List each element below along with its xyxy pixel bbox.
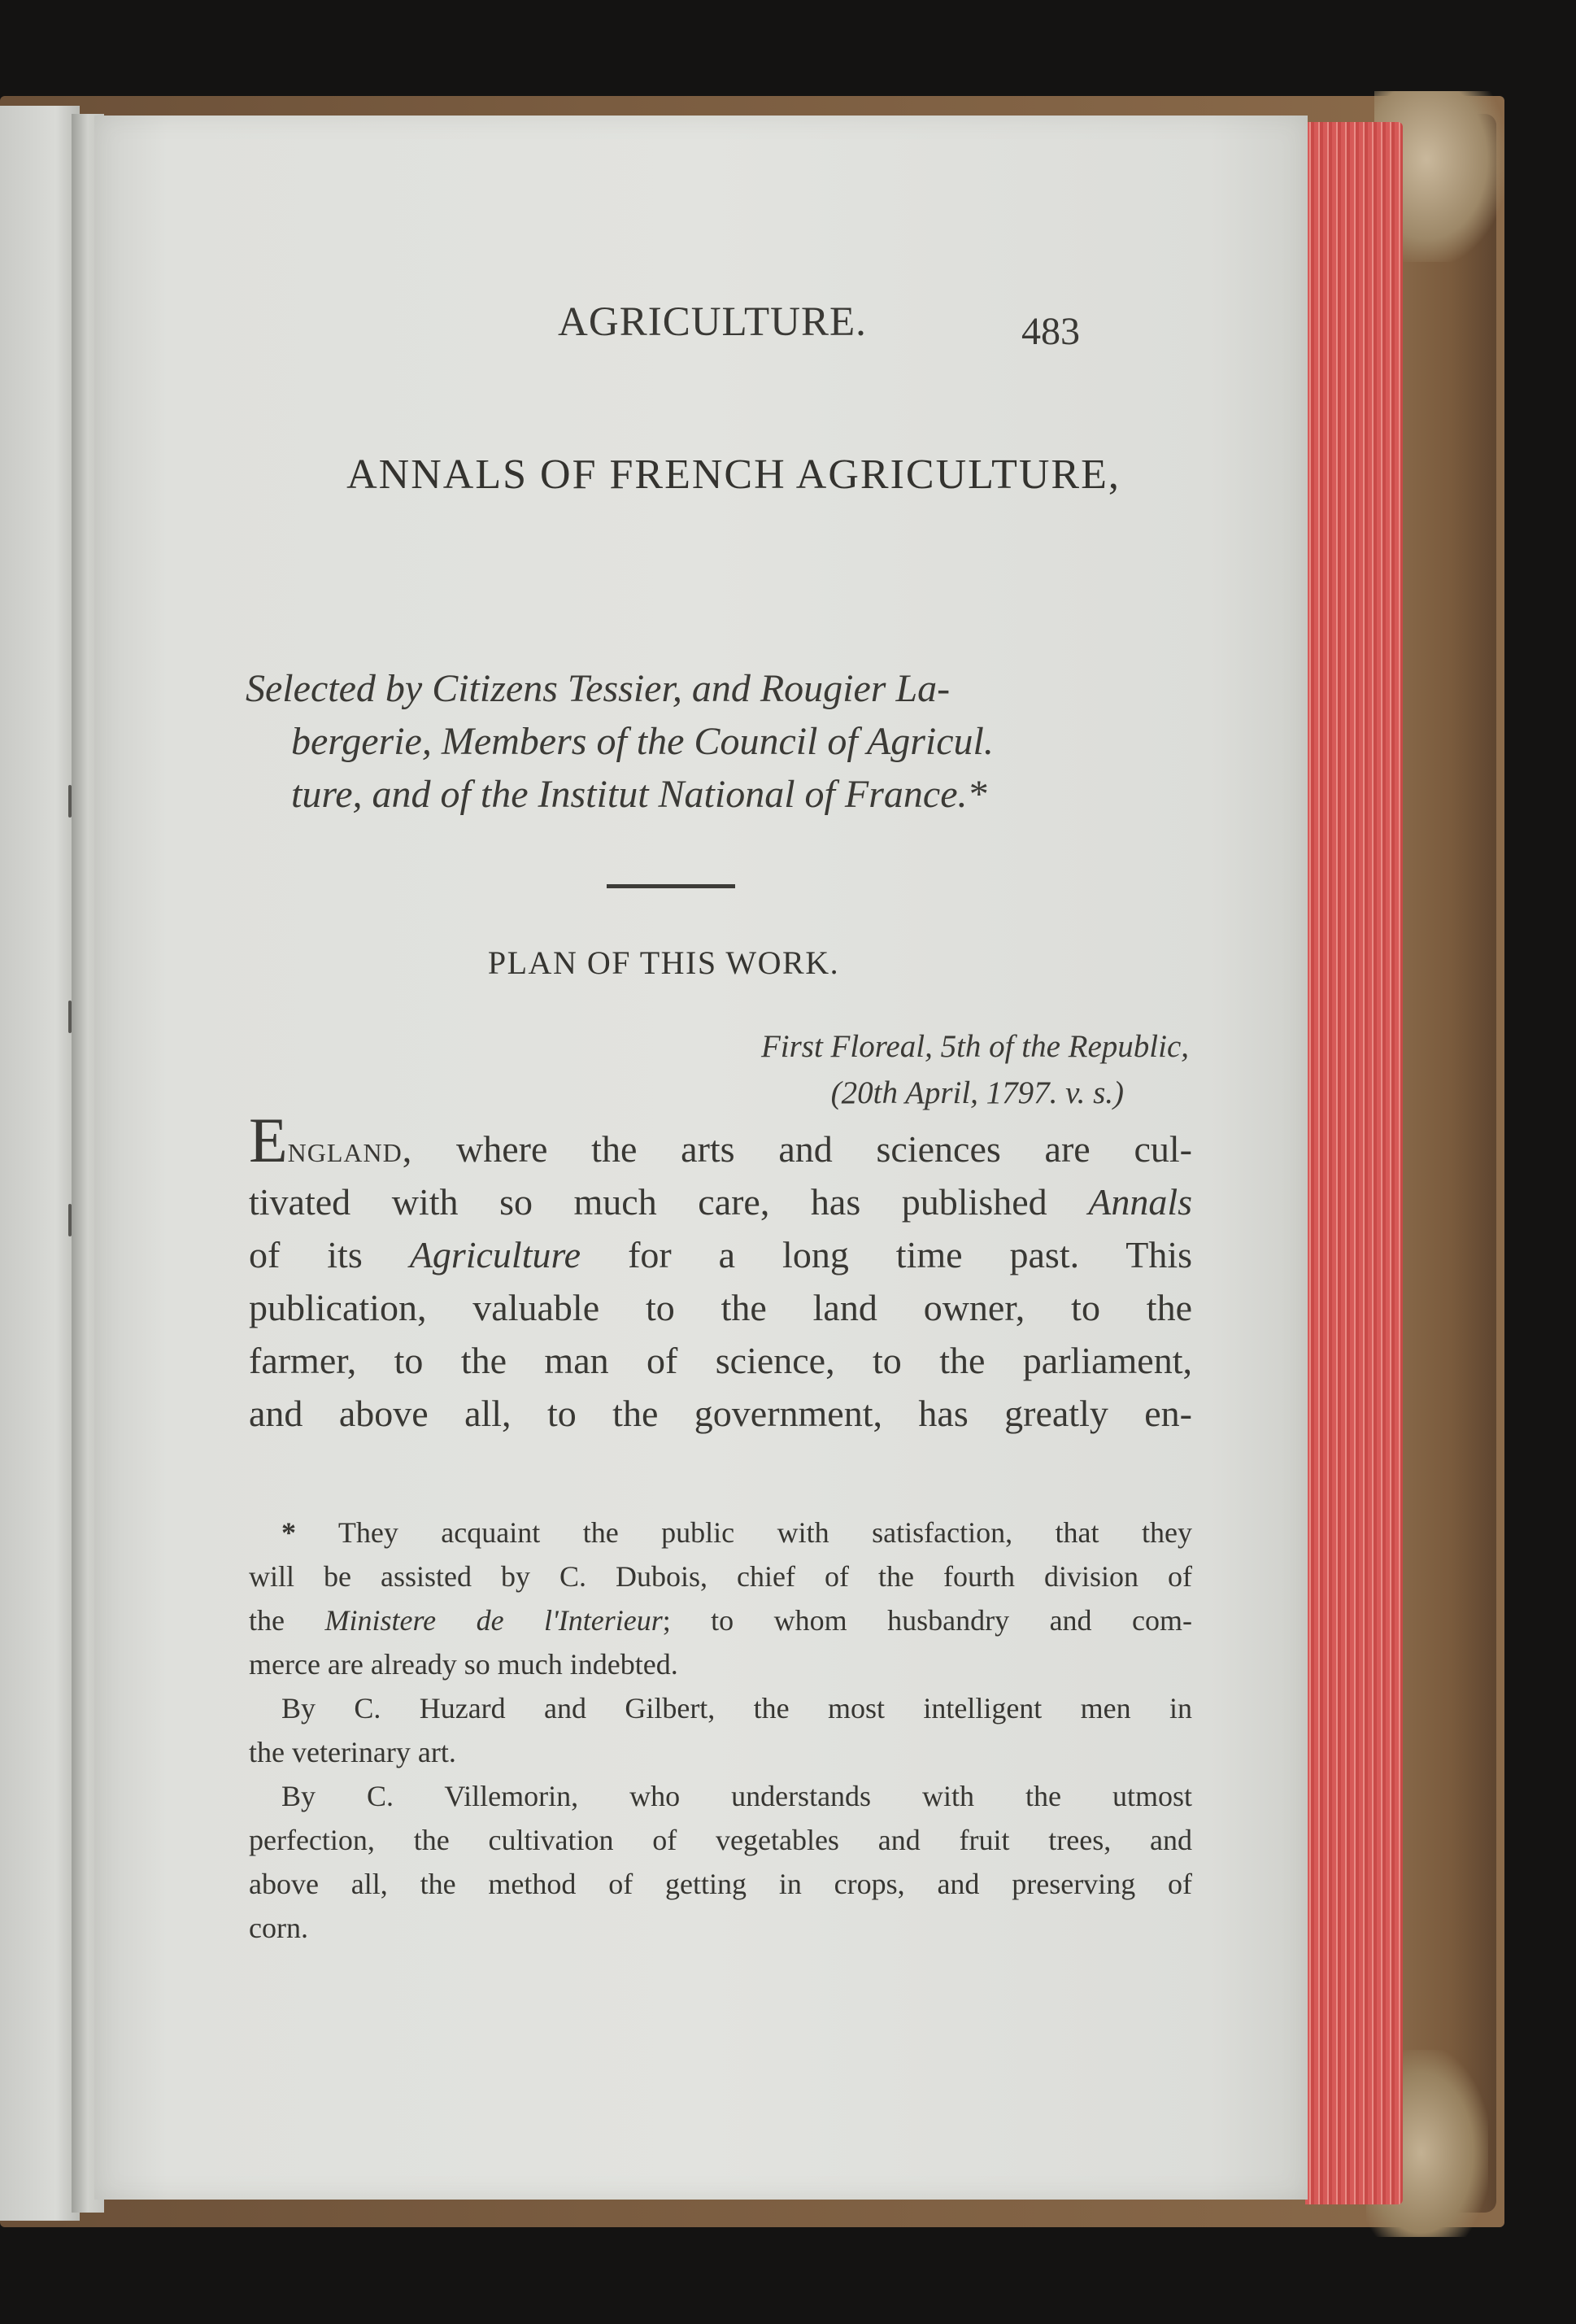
margin-speck (68, 1001, 72, 1033)
body-line: publication, valuable to the land owner, to the (249, 1287, 1192, 1328)
body-line: and above all, to the government, has greatly en- (249, 1393, 1192, 1434)
footnote-line: will be assisted by C. Dubois, chief of the fourth division of (249, 1560, 1192, 1593)
body-line-text: where the arts and sciences are cul- (456, 1128, 1193, 1170)
page-number: 483 (1021, 310, 1080, 353)
book-page (94, 116, 1308, 2200)
footnote-text: ; to whom husbandry and com- (662, 1604, 1192, 1637)
dateline-line: First Floreal, 5th of the Republic, (760, 1029, 1189, 1064)
footnote-text: the (249, 1604, 285, 1637)
margin-speck (68, 785, 72, 818)
footnote-line (249, 1511, 1192, 1554)
subtitle-line: Selected by Citizens Tessier, and Rougier La- (246, 667, 951, 710)
footnote-marker: * (281, 1516, 296, 1549)
body-line-text: for a long time past. This (628, 1234, 1193, 1275)
subtitle-line: bergerie, Members of the Council of Agricul. (291, 720, 994, 763)
dateline (550, 1023, 1189, 1116)
body-line: farmer, to the man of science, to the parliament, (249, 1340, 1192, 1381)
footnote-line: By C. Villemorin, who understands with the utmost (281, 1780, 1192, 1812)
body-line (249, 1175, 1192, 1228)
margin-speck (68, 1204, 72, 1236)
footnote-line (249, 1598, 1192, 1642)
running-head: AGRICULTURE. (558, 299, 867, 345)
italic-word: Ministere de l'Interieur (324, 1604, 663, 1637)
footnote-line: merce are already so much indebted. (249, 1648, 678, 1681)
footnote-text: They acquaint the public with satisfaction, that they (337, 1516, 1192, 1549)
body-line-text: of its (249, 1234, 363, 1275)
red-page-edges (1305, 122, 1403, 2204)
footnote-line: corn. (249, 1912, 308, 1944)
article-title: ANNALS OF FRENCH AGRICULTURE, (346, 451, 1121, 498)
body-line (249, 1105, 1193, 1175)
footnote-line: By C. Huzard and Gilbert, the most intelligent men in (281, 1692, 1192, 1724)
footnote-line: perfection, the cultivation of vegetables and fruit trees, and (249, 1824, 1192, 1856)
footnote-line: above all, the method of getting in crops, and preserving of (249, 1868, 1192, 1900)
section-heading: PLAN OF THIS WORK. (487, 944, 840, 981)
article-subtitle (246, 662, 1197, 821)
body-text (249, 1105, 1193, 1440)
smallcaps-word: ngland, (287, 1128, 413, 1170)
footnote-line: the veterinary art. (249, 1736, 456, 1768)
section-rule (607, 884, 735, 888)
drop-cap: E (249, 1105, 288, 1175)
subtitle-line: ture, and of the Institut National of France.* (291, 773, 987, 816)
body-line (249, 1228, 1192, 1281)
dateline-line: (20th April, 1797. v. s.) (830, 1075, 1124, 1110)
italic-word: Annals (1088, 1181, 1192, 1223)
footnotes (249, 1511, 1192, 1950)
body-line-text: tivated with so much care, has published (249, 1181, 1047, 1223)
italic-word: Agriculture (409, 1234, 581, 1275)
facing-page-edge (0, 106, 80, 2221)
